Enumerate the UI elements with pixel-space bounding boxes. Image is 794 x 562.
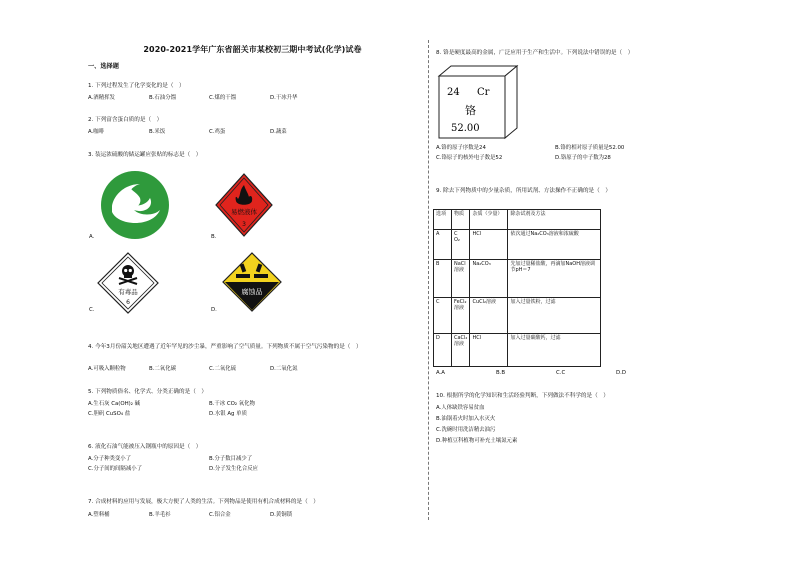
question-10-option-b[interactable]: B.油锅着火时加入水灭火	[436, 416, 496, 422]
question-2-option-a[interactable]: A.咖啡	[88, 129, 105, 135]
table-header-cell: 选项	[434, 210, 452, 230]
element-symbol: Cr	[477, 87, 490, 98]
column-divider	[428, 40, 429, 520]
question-2-option-c[interactable]: C.鸡蛋	[209, 129, 226, 135]
table-header-cell: 物质	[452, 210, 470, 230]
question-4-option-a[interactable]: A.可吸入颗粒物	[88, 366, 126, 372]
question-8-stem: 8. 铬是硬度最高的金属，广泛应用于生产和生活中。下列说法中错误的是（ ）	[436, 50, 634, 56]
table-cell: 加入过量铁粉，过滤	[508, 298, 601, 334]
question-6-option-d[interactable]: D.分子发生化合反应	[209, 466, 258, 472]
question-9-option-c[interactable]: C.C	[556, 370, 566, 376]
question-5-option-c[interactable]: C.胆矾 CuSO₄ 盐	[88, 411, 131, 417]
sign-a-label: A.	[89, 234, 95, 240]
question-6-option-c[interactable]: C.分子间的间隔减小了	[88, 466, 142, 472]
table-cell: CuCl₂溶液	[470, 298, 508, 334]
sign-b-text: 易燃液体	[231, 208, 257, 216]
table-header-cell: 杂质（少量）	[470, 210, 508, 230]
table-row	[434, 260, 601, 298]
question-7-option-c[interactable]: C.铝合金	[209, 512, 231, 518]
question-1-stem: 1. 下列过程发生了化学变化的是（ ）	[88, 83, 185, 89]
question-10-option-c[interactable]: C.洗碗时用洗洁精去油污	[436, 427, 496, 433]
table-cell: D	[434, 334, 452, 367]
question-10-option-d[interactable]: D.种植豆科植物可补充土壤氮元素	[436, 438, 518, 444]
sign-c-number: 6	[126, 299, 130, 306]
table-row	[434, 298, 601, 334]
question-1-option-a[interactable]: A.酒精挥发	[88, 95, 115, 101]
table-header-cell: 除杂试剂及方法	[508, 210, 601, 230]
sign-b-number: 3	[242, 221, 246, 228]
sign-d-text: 腐蚀品	[241, 288, 263, 296]
question-7-option-b[interactable]: B.羊毛衫	[149, 512, 171, 518]
page-title: 2020-2021学年广东省韶关市某校初三期中考试(化学)试卷	[143, 45, 362, 54]
table-cell: A	[434, 230, 452, 260]
question-7-option-a[interactable]: A.塑料桶	[88, 512, 110, 518]
sign-d-corrosive-icon[interactable]	[222, 252, 282, 312]
question-10-stem: 10. 根据所学的化学知识和生活经验判断，下列做法不科学的是（ ）	[436, 393, 609, 399]
sign-c-label: C.	[89, 307, 95, 313]
element-mass: 52.00	[451, 123, 480, 134]
sign-d-label: D.	[211, 307, 217, 313]
question-3-stem: 3. 装运浓硫酸的储运罐应张贴的标志是（ ）	[88, 152, 202, 158]
table-cell: 先加过量稀盐酸，再滴加NaOH溶液调节pH＝7	[508, 260, 601, 298]
question-4-option-c[interactable]: C.二氧化硫	[209, 366, 237, 372]
sign-b-label: B.	[211, 234, 217, 240]
table-cell: NaCl溶液	[452, 260, 470, 298]
sign-c-toxic-skull-icon[interactable]	[97, 252, 159, 314]
sign-b-flammable-liquid-icon[interactable]	[215, 173, 273, 237]
table-cell: B	[434, 260, 452, 298]
question-5-option-d[interactable]: D.水银 Ag 单质	[209, 411, 247, 417]
sign-a-green-circle-icon[interactable]	[100, 170, 170, 240]
table-row	[434, 334, 601, 367]
question-5-stem: 5. 下列物质俗名、化学式、分类正确的是（ ）	[88, 389, 207, 395]
question-4-option-b[interactable]: B.二氧化碳	[149, 366, 176, 372]
table-cell: CaCl₂溶液	[452, 334, 470, 367]
table-cell: FeCl₂溶液	[452, 298, 470, 334]
question-2-option-b[interactable]: B.米饭	[149, 129, 166, 135]
question-1-option-d[interactable]: D.干冰升华	[270, 95, 298, 101]
table-cell: Na₂CO₃	[470, 260, 508, 298]
table-cell: 加入过量碳酸钙，过滤	[508, 334, 601, 367]
question-6-option-b[interactable]: B.分子数目减少了	[209, 456, 253, 462]
question-8-option-d[interactable]: D.铬原子的中子数为28	[555, 155, 611, 161]
question-8-option-a[interactable]: A.铬的原子序数是24	[436, 145, 486, 151]
table-row	[434, 230, 601, 260]
question-5-option-a[interactable]: A.生石灰 Ca(OH)₂ 碱	[88, 401, 141, 407]
question-10-option-a[interactable]: A.人体缺铁容易贫血	[436, 405, 485, 411]
question-6-stem: 6. 液化石油气能被压入钢瓶中的原因是（ ）	[88, 444, 202, 450]
element-number: 24	[447, 87, 460, 98]
table-cell: HCl	[470, 334, 508, 367]
question-4-option-d[interactable]: D.二氧化氮	[270, 366, 298, 372]
sign-c-text: 有毒品	[118, 288, 138, 296]
question-2-stem: 2. 下列富含蛋白质的是（ ）	[88, 117, 163, 123]
table-cell: 依次通过Na₂CO₃溶液和浓硫酸	[508, 230, 601, 260]
element-name: 铬	[465, 104, 476, 117]
question-9-stem: 9. 除去下列物质中的少量杂质，所用试剂、方法操作不正确的是（ ）	[436, 188, 611, 194]
periodic-table-cell	[437, 64, 519, 140]
question-9-option-b[interactable]: B.B	[496, 370, 506, 376]
question-9-option-d[interactable]: D.D	[616, 370, 627, 376]
question-1-option-b[interactable]: B.石油分馏	[149, 95, 176, 101]
question-2-option-d[interactable]: D.蔬菜	[270, 129, 287, 135]
question-8-option-c[interactable]: C.铬原子的核外电子数是52	[436, 155, 503, 161]
table-cell: HCl	[470, 230, 508, 260]
table-cell: C	[434, 298, 452, 334]
question-9-option-a[interactable]: A.A	[436, 370, 445, 376]
question-7-option-d[interactable]: D.黄铜锁	[270, 512, 293, 518]
question-5-option-b[interactable]: B.干冰 CO₂ 氧化物	[209, 401, 255, 407]
section-heading: 一、选择题	[88, 63, 119, 70]
question-7-stem: 7. 合成材料的应用与发展，极大方便了人类的生活。下列物品是使用有机合成材料的是（ ）	[88, 499, 319, 505]
question-8-option-b[interactable]: B.铬的相对原子质量是52.00	[555, 145, 625, 151]
impurity-table	[433, 209, 601, 367]
table-header-row	[434, 210, 601, 230]
question-4-stem: 4. 今年3月份韶关地区遭遇了近年罕见的沙尘暴，严重影响了空气质量。下列物质不属于空气污染物的是（ ）	[88, 344, 362, 350]
table-cell: C O₂	[452, 230, 470, 260]
question-6-option-a[interactable]: A.分子种类变小了	[88, 456, 132, 462]
question-1-option-c[interactable]: C.煤的干馏	[209, 95, 237, 101]
